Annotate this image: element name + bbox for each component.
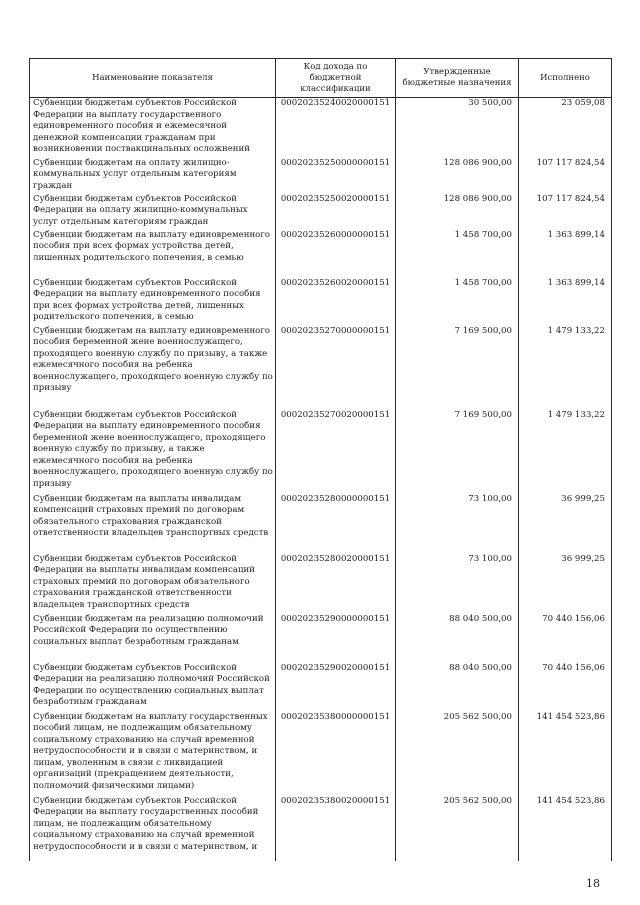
table-row — [30, 158, 612, 194]
row-executed-cell: 1 363 899,14 — [519, 278, 612, 326]
table-row — [30, 554, 612, 614]
page-number: 18 — [586, 877, 600, 890]
row-name-cell: Субвенции бюджетам субъектов Российской Федерации на выплату государственного единовременного пособия и ежемесячной денежной компенсации гражданам при возникновении поствакцинальных осложнений — [30, 98, 276, 158]
table-row — [30, 494, 612, 554]
row-name-cell: Субвенции бюджетам субъектов Российской Федерации на выплату единовременного пособия беременной жене военнослужащего, проходящего военную службу по призыву, а также ежемесячного пособия на ребенка военнослужащего, проходящего военную службу по призыву — [30, 410, 276, 494]
table-row — [30, 230, 612, 278]
row-executed-cell: 70 440 156,06 — [519, 614, 612, 663]
row-executed-cell: 36 999,25 — [519, 494, 612, 554]
table-row — [30, 614, 612, 663]
row-approved-cell: 7 169 500,00 — [396, 410, 519, 494]
row-executed-cell: 1 479 133,22 — [519, 410, 612, 494]
table-row — [30, 194, 612, 230]
row-name-cell: Субвенции бюджетам субъектов Российской Федерации на реализацию полномочий Российской Федерации по осуществлению социальных выплат безработным гражданам — [30, 663, 276, 712]
row-approved-cell: 1 458 700,00 — [396, 278, 519, 326]
table-row — [30, 410, 612, 494]
row-approved-cell: 73 100,00 — [396, 494, 519, 554]
row-approved-cell: 88 040 500,00 — [396, 663, 519, 712]
row-name-cell: Субвенции бюджетам субъектов Российской Федерации на выплату единовременного пособия при всех формах устройства детей, лишенных родительского попечения, в семью — [30, 278, 276, 326]
row-code-cell: 00020235260000000151 — [276, 230, 396, 278]
row-approved-cell: 128 086 900,00 — [396, 194, 519, 230]
header-approved-budget: Утвержденные бюджетные назначения — [396, 59, 519, 98]
row-code-cell: 00020235380000000151 — [276, 712, 396, 796]
row-approved-cell: 73 100,00 — [396, 554, 519, 614]
row-code-cell: 00020235250000000151 — [276, 158, 396, 194]
row-approved-cell: 88 040 500,00 — [396, 614, 519, 663]
row-code-cell: 00020235270000000151 — [276, 326, 396, 410]
row-code-cell: 00020235240020000151 — [276, 98, 396, 158]
row-name-cell: Субвенции бюджетам субъектов Российской Федерации на выплату государственных пособий лицам, не подлежащим обязательному социальному страхованию на случай временной нетрудоспособности и в связи с материнством, и — [30, 796, 276, 861]
table-row — [30, 278, 612, 326]
row-approved-cell: 128 086 900,00 — [396, 158, 519, 194]
row-approved-cell: 7 169 500,00 — [396, 326, 519, 410]
table-row — [30, 663, 612, 712]
table-row — [30, 712, 612, 796]
row-name-cell: Субвенции бюджетам на оплату жилищно-коммунальных услуг отдельным категориям граждан — [30, 158, 276, 194]
row-code-cell: 00020235380020000151 — [276, 796, 396, 861]
row-code-cell: 00020235290020000151 — [276, 663, 396, 712]
header-indicator-name: Наименование показателя — [30, 59, 276, 98]
row-name-cell: Субвенции бюджетам на выплаты инвалидам компенсаций страховых премий по договорам обязательного страхования гражданской ответственности владельцев транспортных средств — [30, 494, 276, 554]
row-name-cell: Субвенции бюджетам на выплату единовременного пособия беременной жене военнослужащего, проходящего военную службу по призыву, а также ежемесячного пособия на ребенка военнослужащего, проходящего военную службу по призыву — [30, 326, 276, 410]
row-executed-cell: 1 479 133,22 — [519, 326, 612, 410]
row-approved-cell: 205 562 500,00 — [396, 712, 519, 796]
row-executed-cell: 141 454 523,86 — [519, 796, 612, 861]
row-name-cell: Субвенции бюджетам на выплату государственных пособий лицам, не подлежащим обязательному социальному страхованию на случай временной нетрудоспособности и в связи с материнством, и лицам, уволенным в связи с ликвидацией организаций (прекращением деятельности, полномочий физическими лицами) — [30, 712, 276, 796]
row-code-cell: 00020235280000000151 — [276, 494, 396, 554]
row-code-cell: 00020235270020000151 — [276, 410, 396, 494]
row-code-cell: 00020235260020000151 — [276, 278, 396, 326]
row-executed-cell: 1 363 899,14 — [519, 230, 612, 278]
row-name-cell: Субвенции бюджетам на выплату единовременного пособия при всех формах устройства детей, лишенных родительского попечения, в семью — [30, 230, 276, 278]
table-row — [30, 796, 612, 861]
row-code-cell: 00020235250020000151 — [276, 194, 396, 230]
row-executed-cell: 23 059,08 — [519, 98, 612, 158]
row-name-cell: Субвенции бюджетам субъектов Российской Федерации на оплату жилищно-коммунальных услуг отдельным категориям граждан — [30, 194, 276, 230]
row-code-cell: 00020235290000000151 — [276, 614, 396, 663]
header-executed: Исполнено — [519, 59, 612, 98]
row-name-cell: Субвенции бюджетам субъектов Российской Федерации на выплаты инвалидам компенсаций страховых премий по договорам обязательного страхования гражданской ответственности владельцев транспортных средств — [30, 554, 276, 614]
row-executed-cell: 36 999,25 — [519, 554, 612, 614]
header-income-code: Код дохода по бюджетной классификации — [276, 59, 396, 98]
row-approved-cell: 30 500,00 — [396, 98, 519, 158]
row-approved-cell: 205 562 500,00 — [396, 796, 519, 861]
row-name-cell: Субвенции бюджетам на реализацию полномочий Российской Федерации по осуществлению социальных выплат безработным гражданам — [30, 614, 276, 663]
table-row — [30, 326, 612, 410]
row-executed-cell: 107 117 824,54 — [519, 194, 612, 230]
row-executed-cell: 70 440 156,06 — [519, 663, 612, 712]
table-header — [30, 59, 612, 98]
table-row — [30, 98, 612, 158]
table-body — [30, 98, 612, 861]
row-code-cell: 00020235280020000151 — [276, 554, 396, 614]
row-approved-cell: 1 458 700,00 — [396, 230, 519, 278]
budget-income-table — [29, 58, 612, 861]
row-executed-cell: 107 117 824,54 — [519, 158, 612, 194]
row-executed-cell: 141 454 523,86 — [519, 712, 612, 796]
